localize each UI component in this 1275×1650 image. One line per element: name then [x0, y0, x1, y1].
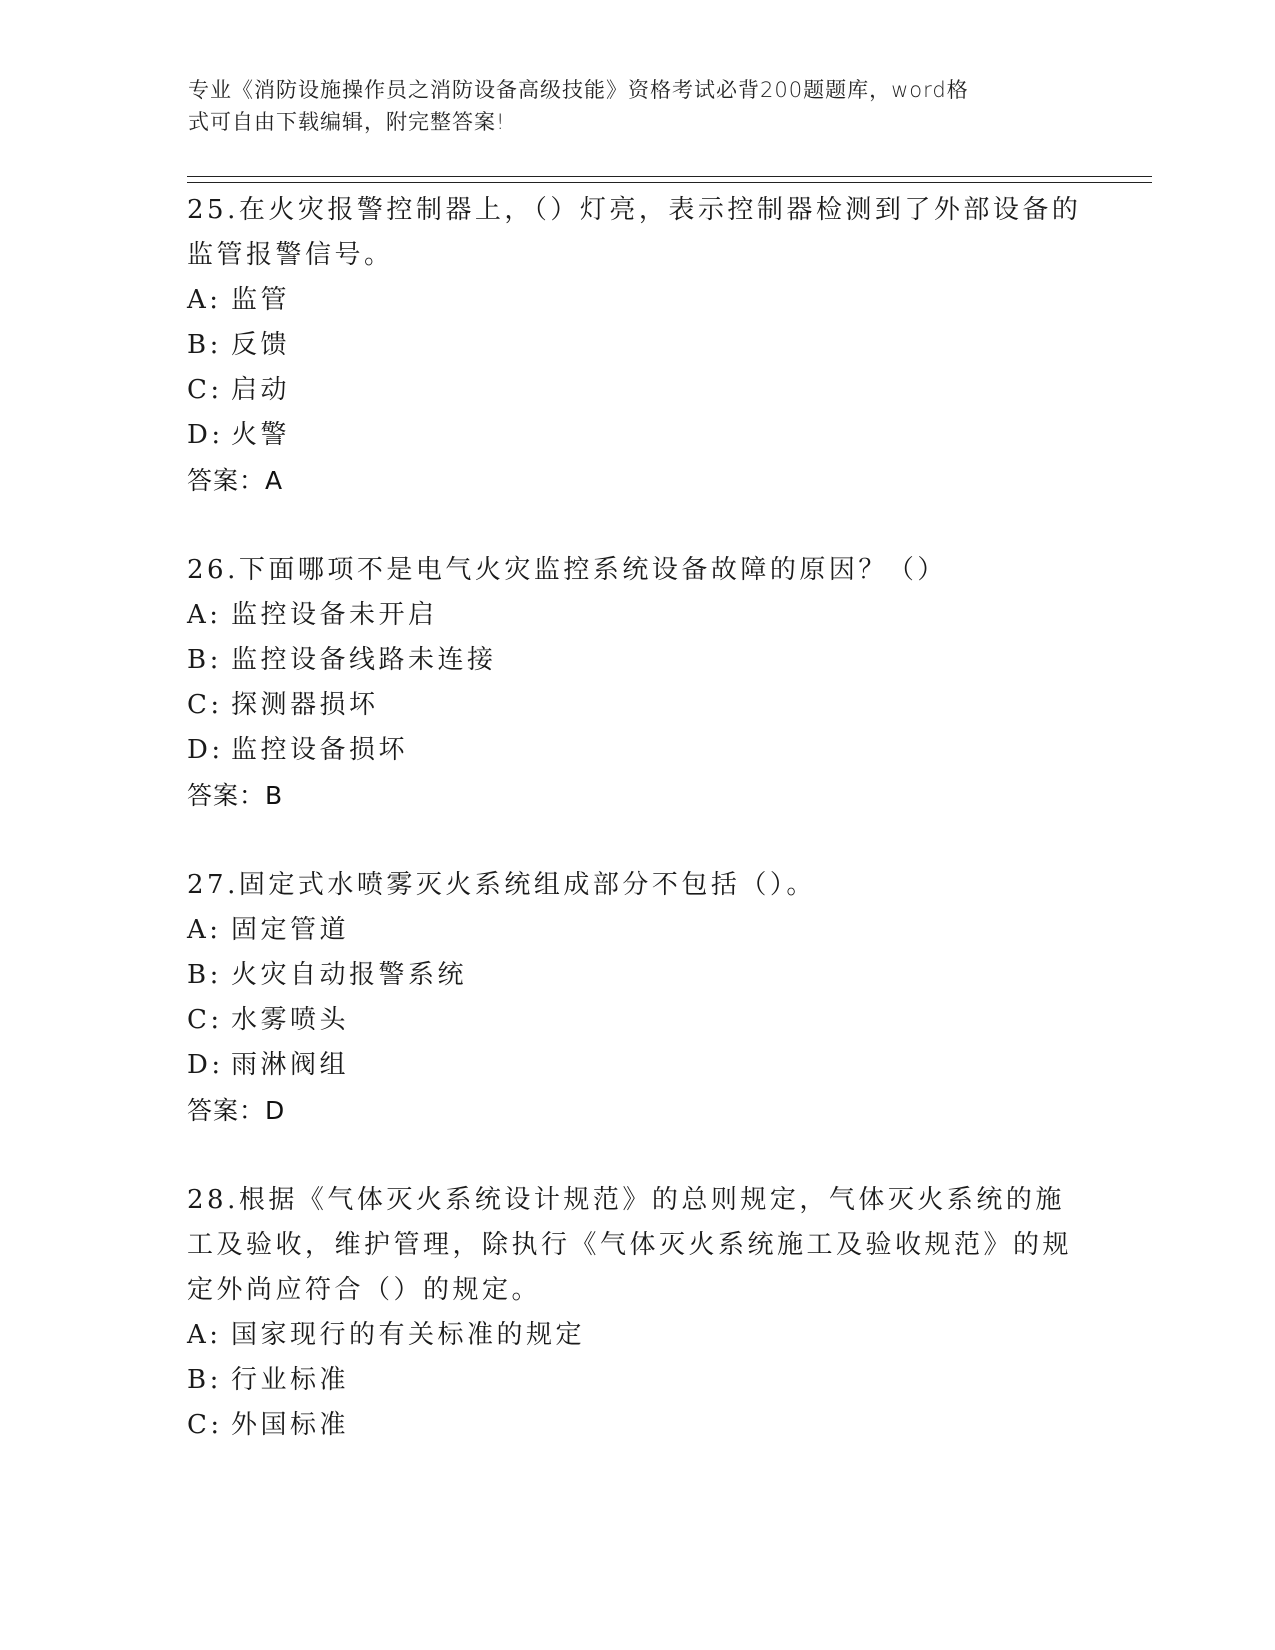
header-line-1: 专业《消防设施操作员之消防设备高级技能》资格考试必背200题题库，word格 [188, 78, 969, 102]
option-text: 水雾喷头 [231, 1005, 350, 1035]
option-d [187, 413, 1087, 458]
option-letter: C: [187, 375, 223, 405]
option-text: 固定管道 [231, 915, 350, 945]
option-a [187, 908, 1087, 953]
option-text: 行业标准 [231, 1365, 350, 1395]
option-text: 监控设备未开启 [231, 600, 438, 630]
option-a [187, 593, 1087, 638]
option-text: 监管 [231, 285, 291, 315]
question-stem: 25.在火灾报警控制器上，（）灯亮，表示控制器检测到了外部设备的监管报警信号。 [187, 195, 1082, 270]
option-text: 反馈 [231, 330, 291, 360]
option-letter: C: [187, 1410, 223, 1440]
option-text: 国家现行的有关标准的规定 [231, 1320, 586, 1350]
document-header [188, 74, 1068, 138]
option-letter: A: [187, 1320, 222, 1350]
option-text: 雨淋阀组 [231, 1050, 350, 1080]
question-25 [187, 188, 1087, 503]
option-a [187, 1313, 1087, 1358]
option-letter: B: [187, 645, 222, 675]
option-c [187, 1403, 1087, 1448]
option-letter: C: [187, 690, 223, 720]
question-stem: 28.根据《气体灭火系统设计规范》的总则规定，气体灭火系统的施工及验收，维护管理，除执行《气体灭火系统施工及验收规范》的规定外尚应符合（）的规定。 [187, 1185, 1073, 1305]
option-letter: D: [187, 735, 224, 765]
option-letter: B: [187, 330, 222, 360]
option-letter: B: [187, 1365, 222, 1395]
header-line-2: 式可自由下载编辑，附完整答案! [188, 110, 506, 134]
question-stem: 26.下面哪项不是电气火灾监控系统设备故障的原因？（） [187, 555, 947, 585]
option-letter: A: [187, 285, 222, 315]
option-text: 监控设备线路未连接 [231, 645, 497, 675]
option-letter: B: [187, 960, 222, 990]
question-list [187, 188, 1087, 1493]
header-divider-top [187, 176, 1152, 177]
question-26 [187, 548, 1087, 818]
option-c [187, 683, 1087, 728]
answer-line: 答案：B [187, 781, 284, 810]
option-b [187, 953, 1087, 998]
option-letter: C: [187, 1005, 223, 1035]
answer-line: 答案：D [187, 1096, 286, 1125]
option-text: 监控设备损坏 [231, 735, 409, 765]
option-text: 探测器损坏 [231, 690, 379, 720]
option-a [187, 278, 1087, 323]
option-text: 火灾自动报警系统 [231, 960, 468, 990]
option-letter: A: [187, 600, 222, 630]
option-text: 外国标准 [231, 1410, 350, 1440]
option-c [187, 368, 1087, 413]
option-text: 火警 [231, 420, 291, 450]
header-divider-bottom [187, 182, 1152, 183]
option-c [187, 998, 1087, 1043]
option-b [187, 638, 1087, 683]
question-stem: 27.固定式水喷雾灭火系统组成部分不包括（）。 [187, 870, 816, 900]
option-b [187, 1358, 1087, 1403]
question-28 [187, 1178, 1087, 1448]
option-letter: D: [187, 1050, 224, 1080]
question-27 [187, 863, 1087, 1133]
answer-line: 答案：A [187, 466, 284, 495]
option-letter: A: [187, 915, 222, 945]
option-b [187, 323, 1087, 368]
option-d [187, 1043, 1087, 1088]
option-letter: D: [187, 420, 224, 450]
option-text: 启动 [231, 375, 291, 405]
option-d [187, 728, 1087, 773]
